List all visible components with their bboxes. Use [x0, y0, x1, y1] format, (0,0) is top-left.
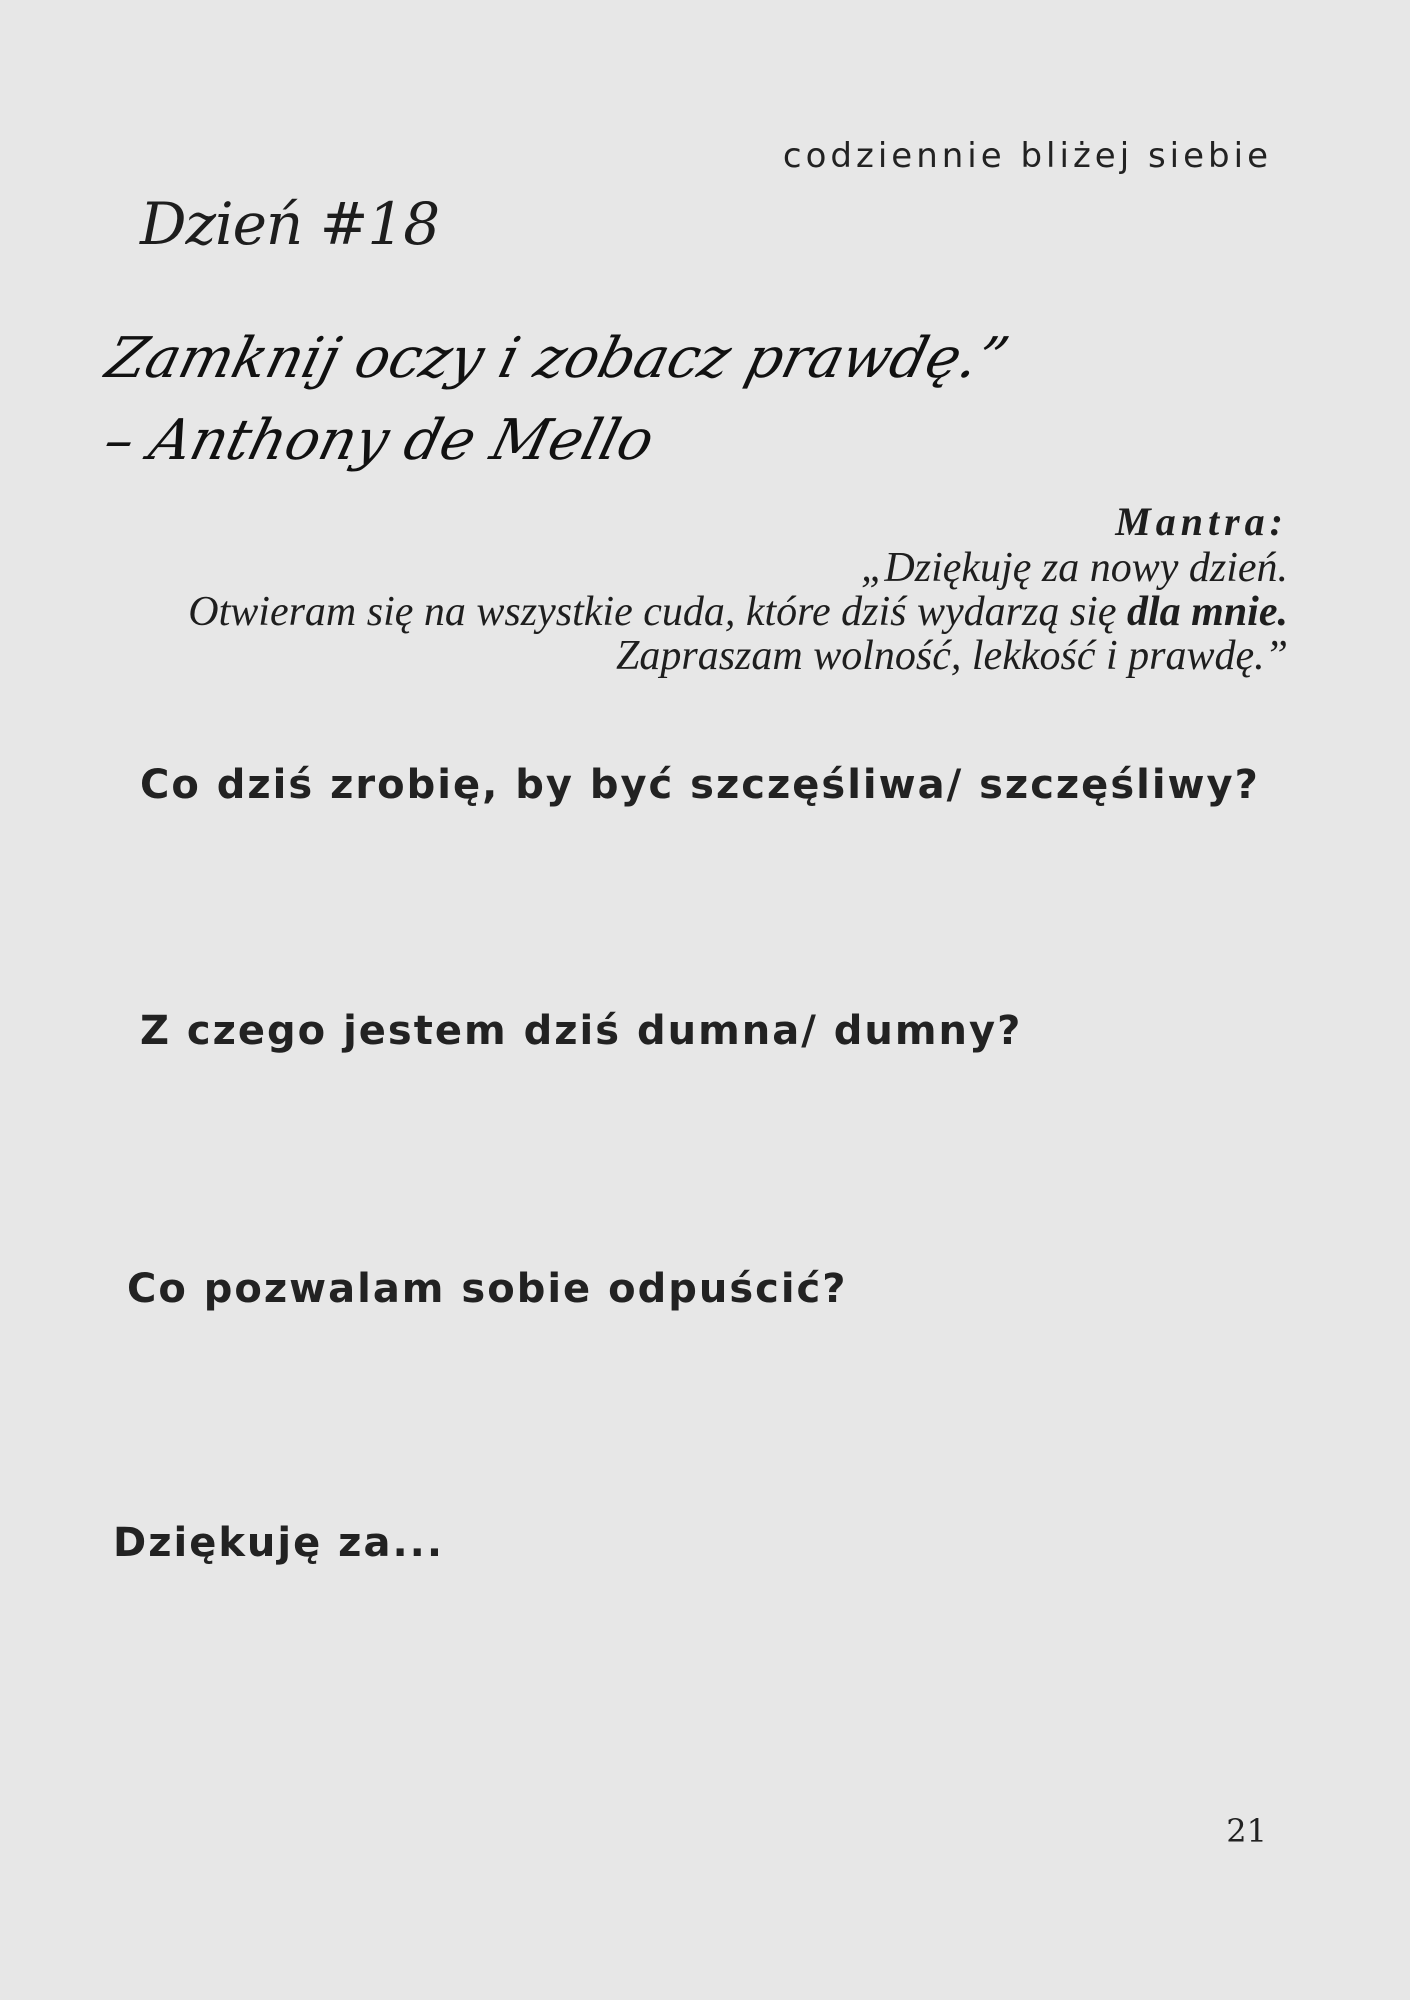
question-happiness: Co dziś zrobię, by być szczęśliwa/ szczęśliwy? — [140, 762, 1260, 808]
mantra-line-1: „Dziękuję za nowy dzień. — [861, 545, 1288, 591]
question-pride: Z czego jestem dziś dumna/ dumny? — [140, 1008, 1023, 1054]
header-tagline: codziennie bliżej siebie — [782, 136, 1272, 176]
mantra-line-3: Zapraszam wolność, lekkość i prawdę.” — [616, 633, 1288, 679]
day-title: Dzień #18 — [140, 190, 440, 258]
mantra-line-2 — [188, 590, 1288, 634]
mantra-block — [188, 500, 1288, 678]
page-number: 21 — [1226, 1812, 1267, 1850]
mantra-label: Mantra: — [1115, 499, 1288, 544]
mantra-line-2-emphasis: dla mnie. — [1126, 589, 1288, 635]
question-letting-go: Co pozwalam sobie odpuścić? — [127, 1266, 848, 1312]
mantra-line-2-text: Otwieram się na wszystkie cuda, które dziś wydarzą się — [188, 589, 1127, 635]
quote-block — [77, 318, 1017, 482]
quote-author: – Anthony de Mello — [97, 408, 661, 473]
quote-text: Zamknij oczy i zobacz prawdę.” — [99, 326, 1015, 391]
question-gratitude: Dziękuję za... — [113, 1520, 445, 1566]
